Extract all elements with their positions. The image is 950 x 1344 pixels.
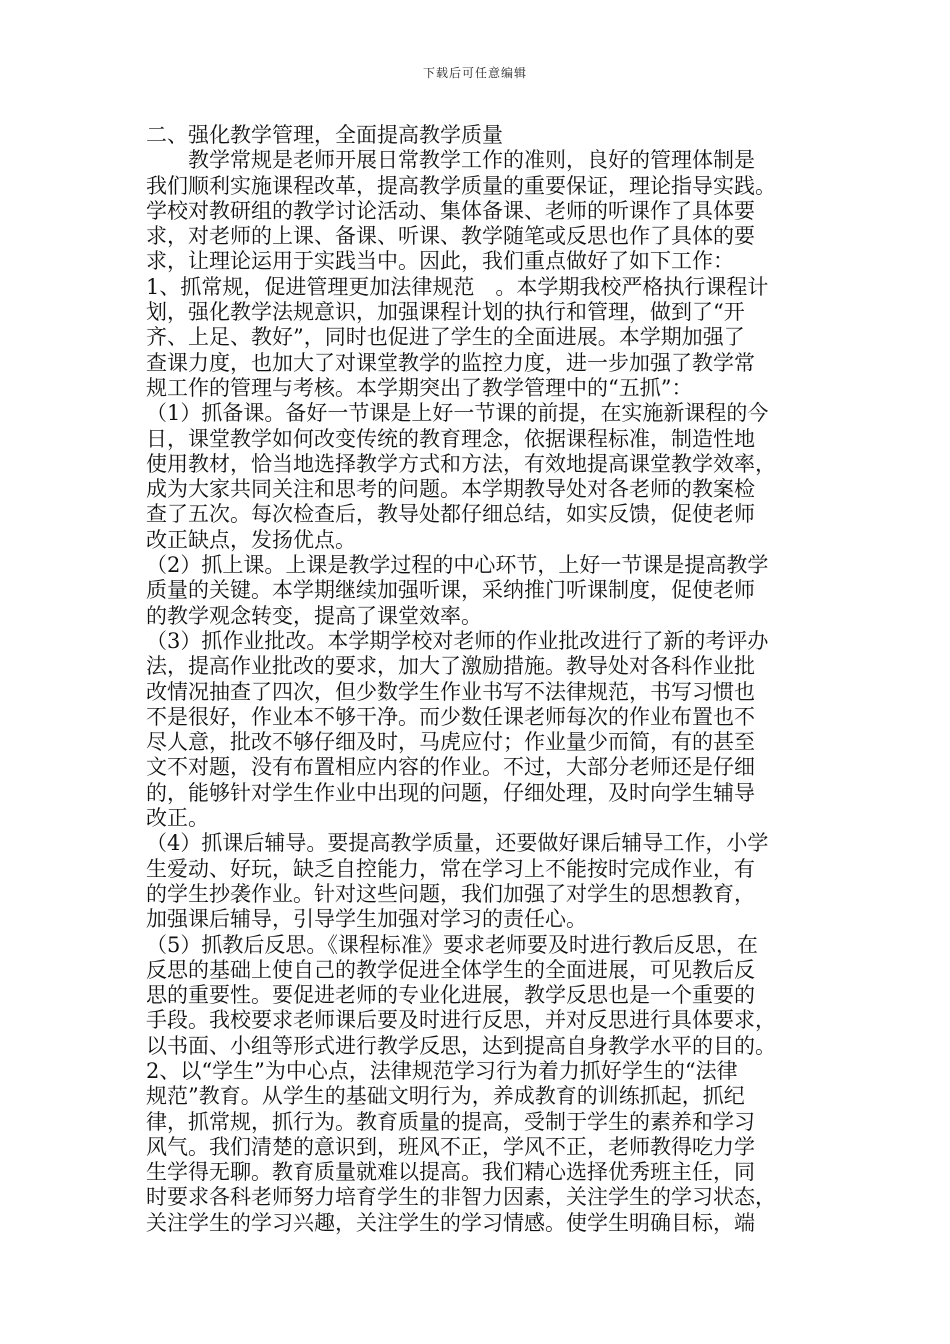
page-header: 下载后可任意编辑	[422, 66, 527, 80]
text-line: （5）抓教后反思。《课程标准》要求老师要及时进行教后反思，在	[146, 932, 758, 957]
text-line: 求，对老师的上课、备课、听课、教学随笔或反思也作了具体的要	[146, 224, 755, 249]
text-line: 规范”教育。从学生的基础文明行为，养成教育的训练抓起，抓纪	[146, 1084, 745, 1109]
text-line: 查课力度，也加大了对课堂教学的监控力度，进一步加强了教学常	[146, 350, 755, 375]
text-line: 成为大家共同关注和思考的问题。本学期教导处对各老师的教案检	[146, 477, 755, 502]
text-line: 2、以“学生”为中心点，法律规范学习行为着力抓好学生的“法律	[146, 1058, 738, 1083]
text-line: 文不对题，没有布置相应内容的作业。不过，大部分老师还是仔细	[146, 755, 755, 780]
text-line: 加强课后辅导，引导学生加强对学习的责任心。	[146, 907, 587, 932]
text-line: 我们顺利实施课程改革，提高教学质量的重要保证，理论指导实践。	[146, 173, 776, 198]
text-line: 质量的关键。本学期继续加强听课，采纳推门听课制度，促使老师	[146, 578, 755, 603]
text-line: 不是很好，作业本不够干净。而少数任课老师每次的作业布置也不	[146, 704, 755, 729]
text-line: 生学得无聊。教育质量就难以提高。我们精心选择优秀班主任，同	[146, 1160, 755, 1185]
text-line: （2）抓上课。上课是教学过程的中心环节，上好一节课是提高教学	[146, 553, 769, 578]
text-line: 风气。我们清楚的意识到，班风不正，学风不正，老师教得吃力学	[146, 1134, 755, 1159]
text-line: 齐、上足、教好”，同时也促进了学生的全面进展。本学期加强了	[146, 325, 745, 350]
text-line: 的学生抄袭作业。针对这些问题，我们加强了对学生的思想教育，	[146, 881, 755, 906]
text-line: 的，能够针对学生作业中出现的问题，仔细处理，及时向学生辅导	[146, 780, 755, 805]
text-line: 改正。	[146, 806, 209, 831]
text-line: 求，让理论运用于实践当中。因此，我们重点做好了如下工作：	[146, 249, 734, 274]
text-line: 改情况抽查了四次，但少数学生作业书写不法律规范，书写习惯也	[146, 679, 755, 704]
text-line: 日，课堂教学如何改变传统的教育理念，依据课程标准，制造性地	[146, 426, 755, 451]
text-line: 手段。我校要求老师课后要及时进行反思，并对反思进行具体要求，	[146, 1008, 776, 1033]
text-line: 1、抓常规，促进管理更加法律规范 。本学期我校严格执行课程计	[146, 274, 769, 299]
text-line: 划，强化教学法规意识，加强课程计划的执行和管理，做到了“开	[146, 300, 745, 325]
text-line: 规工作的管理与考核。本学期突出了教学管理中的“五抓”：	[146, 375, 693, 400]
text-line: 尽人意，批改不够仔细及时，马虎应付；作业量少而简，有的甚至	[146, 730, 755, 755]
text-line: 的教学观念转变，提高了课堂效率。	[146, 603, 482, 628]
text-line: 二、强化教学管理，全面提高教学质量	[146, 123, 503, 147]
text-line: 生爱动、好玩，缺乏自控能力，常在学习上不能按时完成作业，有	[146, 856, 755, 881]
text-line: 关注学生的学习兴趣，关注学生的学习情感。使学生明确目标，端	[146, 1210, 755, 1235]
text-line: 反思的基础上使自己的教学促进全体学生的全面进展，可见教后反	[146, 957, 755, 982]
text-line: 使用教材，恰当地选择教学方式和方法，有效地提高课堂教学效率，	[146, 451, 776, 476]
text-line: 学校对教研组的教学讨论活动、集体备课、老师的听课作了具体要	[146, 198, 755, 223]
text-line: （3）抓作业批改。本学期学校对老师的作业批改进行了新的考评办	[146, 628, 769, 653]
text-line: （1）抓备课。备好一节课是上好一节课的前提，在实施新课程的今	[146, 401, 769, 426]
text-line: 律，抓常规，抓行为。教育质量的提高，受制于学生的素养和学习	[146, 1109, 755, 1134]
text-line: 教学常规是老师开展日常教学工作的准则，良好的管理体制是	[146, 148, 755, 173]
text-line: 时要求各科老师努力培育学生的非智力因素，关注学生的学习状态，	[146, 1185, 776, 1210]
document-body	[146, 123, 822, 1236]
text-line: 思的重要性。要促进老师的专业化进展，教学反思也是一个重要的	[146, 983, 755, 1008]
text-line: 以书面、小组等形式进行教学反思，达到提高自身教学水平的目的。	[146, 1033, 776, 1058]
text-line: 查了五次。每次检查后，教导处都仔细总结，如实反馈，促使老师	[146, 502, 755, 527]
text-line: 改正缺点，发扬优点。	[146, 527, 356, 552]
text-line: 法，提高作业批改的要求，加大了激励措施。教导处对各科作业批	[146, 654, 755, 679]
text-line: （4）抓课后辅导。要提高教学质量，还要做好课后辅导工作，小学	[146, 831, 769, 856]
